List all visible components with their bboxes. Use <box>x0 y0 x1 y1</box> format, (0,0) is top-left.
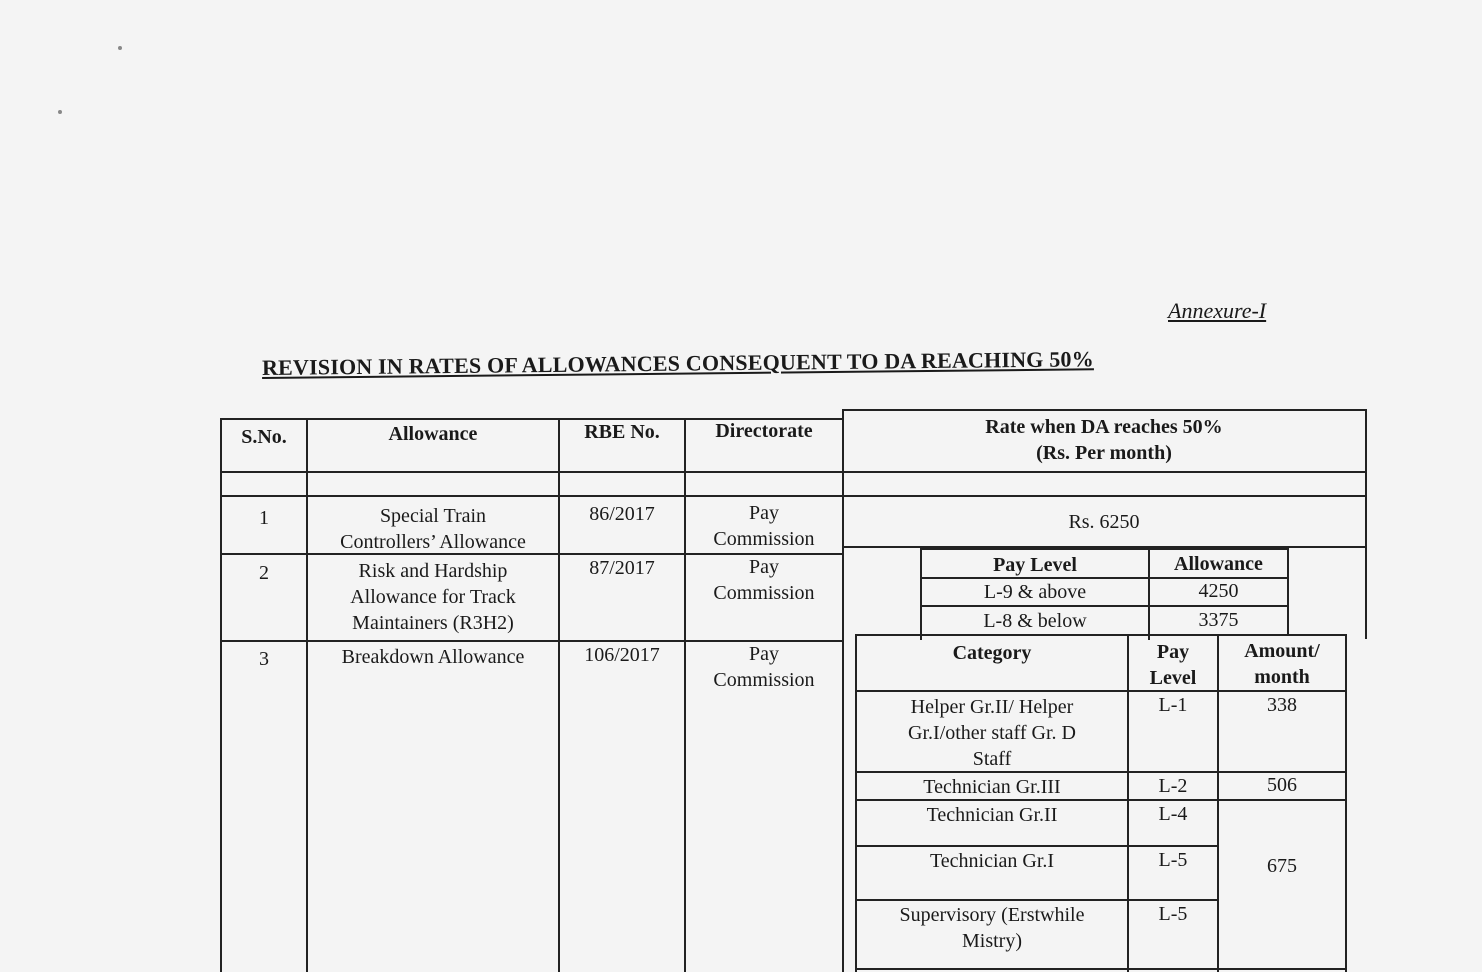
row1-directorate-line1: Pay <box>749 502 779 524</box>
row3-sno: 3 <box>259 648 269 670</box>
header-sno: S.No. <box>241 426 287 448</box>
sub3-header-amount-line2: month <box>1254 666 1310 688</box>
col-right-border <box>1365 409 1367 639</box>
row3-directorate-line1: Pay <box>749 643 779 665</box>
sub3-header-pay-line1: Pay <box>1156 641 1190 663</box>
sub3-level: L-5 <box>1158 849 1188 871</box>
sub3-level: L-5 <box>1158 903 1188 925</box>
header-divider <box>220 471 1367 473</box>
speck <box>58 110 62 114</box>
header-rate-line1: Rate when DA reaches 50% <box>985 416 1223 438</box>
sub3-bottom <box>855 968 1347 970</box>
sub3-category: Helper Gr.II/ Helper <box>910 696 1074 718</box>
header-directorate: Directorate <box>715 420 813 442</box>
row3-directorate-line2: Commission <box>713 669 815 691</box>
sub2-top <box>920 548 1289 550</box>
row1-rate: Rs. 6250 <box>1068 511 1140 533</box>
header-allowance: Allowance <box>388 423 478 445</box>
sub3-category: Mistry) <box>962 930 1022 952</box>
sub3-right <box>1345 634 1347 972</box>
col-divider-directorate <box>842 409 844 972</box>
sub3-level: L-1 <box>1158 694 1188 716</box>
header-rate-line2: (Rs. Per month) <box>1036 442 1172 464</box>
col-left-border <box>220 418 222 972</box>
sub3-category: Gr.I/other staff Gr. D <box>908 722 1076 744</box>
row1-allowance-line1: Special Train <box>379 505 487 527</box>
sub3-category: Supervisory (Erstwhile <box>899 904 1085 926</box>
row1-allowance-line2: Controllers’ Allowance <box>340 531 526 553</box>
row2-directorate-line1: Pay <box>749 556 779 578</box>
sub3-category: Technician Gr.I <box>929 850 1055 872</box>
sub3-category: Staff <box>972 748 1012 770</box>
row1-rbe: 86/2017 <box>589 503 655 525</box>
sub3-category: Technician Gr.II <box>926 804 1058 826</box>
sub3-amount-merged: 675 <box>1267 855 1297 877</box>
annexure-label: Annexure-I <box>1168 298 1267 323</box>
sub2-amount: 3375 <box>1198 609 1239 631</box>
sub3-header-pay-line2: Level <box>1149 667 1197 689</box>
sub3-level: L-2 <box>1158 775 1188 797</box>
row3-rbe: 106/2017 <box>584 644 660 666</box>
row2-allowance-line1: Risk and Hardship <box>358 560 508 582</box>
sub2-right <box>1287 548 1289 636</box>
sub3-top <box>855 634 1347 636</box>
document-title: REVISION IN RATES OF ALLOWANCES CONSEQUENT TO DA REACHING 50% <box>261 346 1094 380</box>
sub3-header-amount-line1: Amount/ <box>1244 640 1320 662</box>
sub2-level: L-8 & below <box>983 610 1087 632</box>
sub2-header-allowance: Allowance <box>1174 553 1263 575</box>
col-divider-sno <box>306 418 308 972</box>
row2-sno: 2 <box>259 562 269 584</box>
speck <box>118 46 122 50</box>
row2-allowance-line2: Allowance for Track <box>350 586 516 608</box>
spacer-divider <box>220 495 1367 497</box>
row1-directorate-line2: Commission <box>713 528 815 550</box>
table-border-top-right <box>842 409 1367 411</box>
sub3-category: Technician Gr.III <box>923 776 1061 798</box>
row3-allowance-line1: Breakdown Allowance <box>341 646 525 668</box>
sub2-header-pay-level: Pay Level <box>993 554 1077 576</box>
row2-allowance-line3: Maintainers (R3H2) <box>352 612 514 634</box>
header-rbe: RBE No. <box>584 421 660 443</box>
row2-rbe: 87/2017 <box>589 557 655 579</box>
sub3-amount: 506 <box>1267 774 1297 796</box>
sub2-level: L-9 & above <box>983 581 1087 603</box>
sub2-amount: 4250 <box>1198 580 1239 602</box>
sub3-amount: 338 <box>1267 694 1297 716</box>
row1-sno: 1 <box>259 507 269 529</box>
row2-directorate-line2: Commission <box>713 582 815 604</box>
sub3-header-category: Category <box>952 642 1032 664</box>
sub3-level: L-4 <box>1158 803 1188 825</box>
